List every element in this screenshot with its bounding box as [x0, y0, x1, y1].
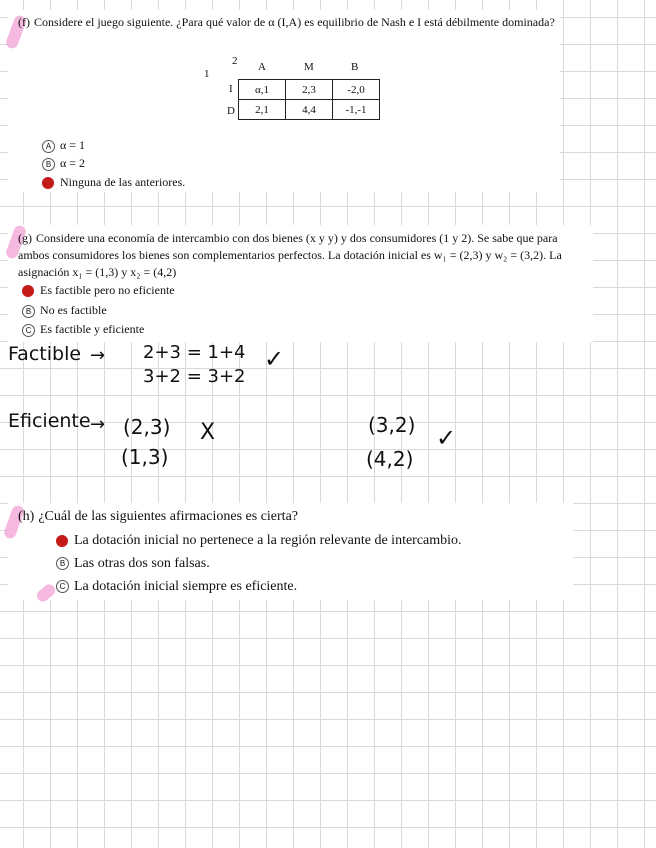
- payoff-cell: 2,1: [239, 100, 286, 120]
- option-text: Es factible y eficiente: [40, 322, 145, 336]
- option-text: Las otras dos son falsas.: [74, 556, 210, 571]
- check-icon: ✓: [264, 345, 285, 373]
- player2-label: 2: [232, 55, 238, 67]
- handwriting-arrow: →: [90, 345, 106, 366]
- option-marker: B: [42, 158, 55, 171]
- option-marker: B: [56, 557, 69, 570]
- option-text: No es factible: [40, 303, 107, 317]
- option-h-c[interactable]: [56, 578, 297, 596]
- payoff-matrix: [238, 79, 380, 120]
- option-text: α = 2: [60, 156, 86, 170]
- player1-label: 1: [204, 68, 210, 80]
- option-f-a[interactable]: [42, 137, 85, 153]
- selected-marker: [42, 177, 54, 189]
- question-text: Considere una economía de intercambio con dos bienes (x y y) y dos consumidores (1 y 2). Se sabe que para ambos consumidores los bienes son complementarios perfectos. La dotación inicial es w₁ = (2,3) y w₂ = (3,2). La asignación x₁ = (1,3) y x₂ = (4,2): [18, 231, 562, 279]
- option-text: La dotación inicial siempre es eficiente.: [74, 579, 298, 594]
- check-icon: ✓: [436, 424, 457, 452]
- selected-marker: [56, 535, 68, 547]
- payoff-cell: 4,4: [286, 100, 333, 120]
- option-f-c[interactable]: [42, 174, 185, 190]
- payoff-cell: 2,3: [286, 80, 333, 100]
- option-h-a[interactable]: [56, 532, 462, 550]
- option-text: La dotación inicial no pertenece a la región relevante de intercambio.: [74, 533, 462, 548]
- option-g-a[interactable]: [22, 282, 175, 298]
- question-number: (f): [18, 15, 30, 29]
- col-header-b: B: [351, 61, 359, 73]
- option-f-b[interactable]: [42, 155, 85, 171]
- option-marker: B: [22, 305, 35, 318]
- col-header-m: M: [304, 61, 314, 73]
- handwriting-pair2a: (3,2): [368, 413, 416, 437]
- option-marker: C: [56, 580, 69, 593]
- question-text: ¿Cuál de las siguientes afirmaciones es cierta?: [38, 509, 298, 524]
- handwriting-factible: Factible: [8, 343, 82, 365]
- handwriting-eficiente: Eficiente: [8, 410, 91, 432]
- option-text: Ninguna de las anteriores.: [60, 175, 186, 189]
- table-row: [239, 100, 380, 120]
- option-h-b[interactable]: [56, 555, 210, 573]
- handwriting-pair2b: (4,2): [366, 447, 414, 471]
- handwriting-eq2: 3+2 = 3+2: [143, 366, 246, 387]
- question-h: [18, 508, 563, 525]
- row-header-d: D: [227, 105, 235, 117]
- option-marker: A: [42, 140, 55, 153]
- question-f: [18, 14, 558, 31]
- question-text: Considere el juego siguiente. ¿Para qué valor de α (I,A) es equilibrio de Nash e I está débilmente dominada?: [34, 15, 555, 29]
- cross-icon: X: [200, 420, 216, 445]
- question-g: [18, 230, 590, 281]
- handwriting-pair1b: (1,3): [121, 445, 169, 469]
- payoff-cell: α,1: [239, 80, 286, 100]
- selected-marker: [22, 285, 34, 297]
- option-text: α = 1: [60, 138, 86, 152]
- option-g-b[interactable]: [22, 302, 107, 318]
- option-g-c[interactable]: [22, 321, 144, 337]
- handwriting-pair1a: (2,3): [123, 415, 171, 439]
- payoff-cell: -1,-1: [333, 100, 380, 120]
- handwriting-eq1: 2+3 = 1+4: [143, 342, 246, 363]
- payoff-cell: -2,0: [333, 80, 380, 100]
- col-header-a: A: [258, 61, 266, 73]
- question-number: (g): [18, 231, 32, 245]
- option-text: Es factible pero no eficiente: [40, 283, 175, 297]
- question-number: (h): [18, 509, 35, 524]
- handwriting-arrow: →: [90, 414, 106, 435]
- option-marker: C: [22, 324, 35, 337]
- row-header-i: I: [229, 83, 233, 95]
- table-row: [239, 80, 380, 100]
